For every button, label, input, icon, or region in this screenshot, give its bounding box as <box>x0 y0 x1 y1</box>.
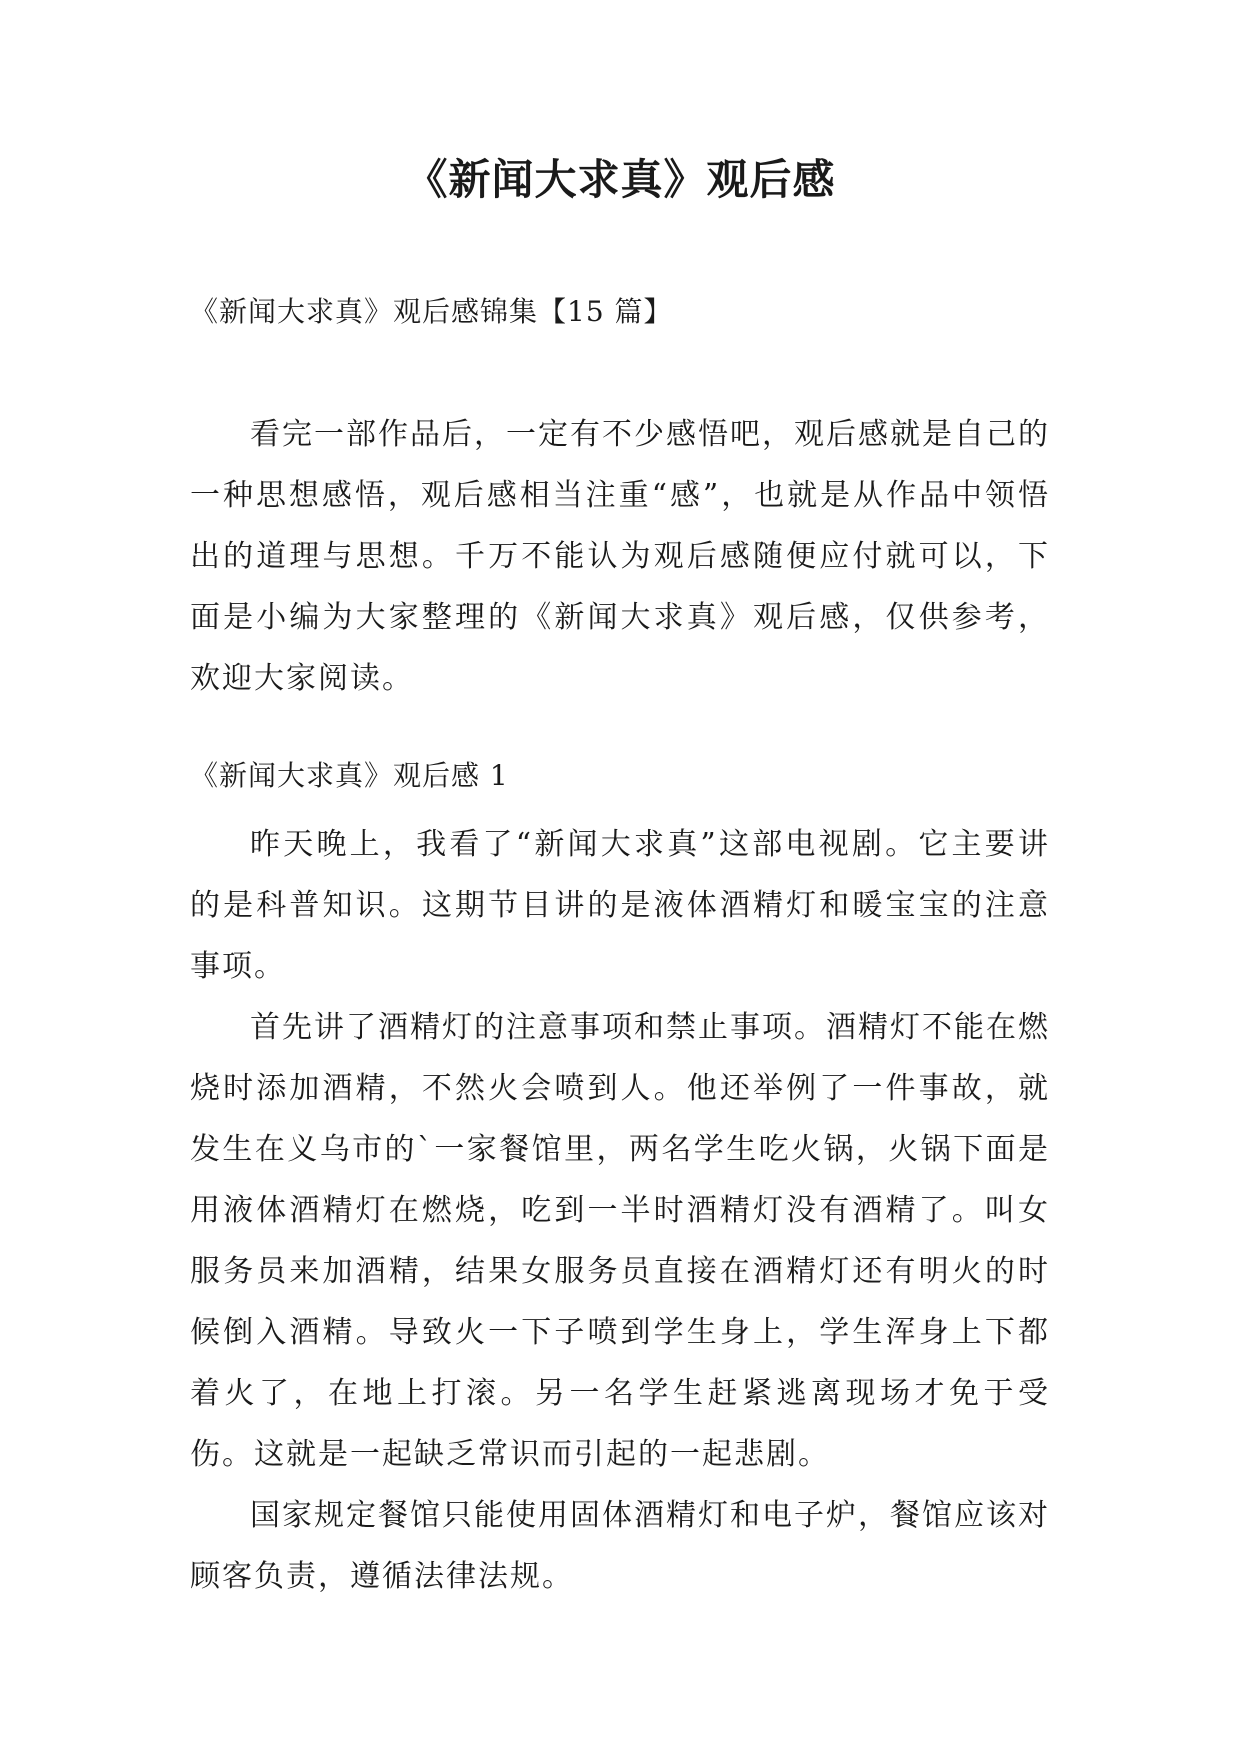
section-heading: 《新闻大求真》观后感 1 <box>190 759 509 792</box>
body-paragraph: 首先讲了酒精灯的注意事项和禁止事项。酒精灯不能在燃烧时添加酒精，不然火会喷到人。他还举例了一件事故，就发生在义乌市的`一家餐馆里，两名学生吃火锅，火锅下面是用液体酒精灯在燃烧，吃到一半时酒精灯没有酒精了。叫女服务员来加酒精，结果女服务员直接在酒精灯还有明火的时候倒入酒精。导致火一下子喷到学生身上，学生浑身上下都着火了，在地上打滚。另一名学生赶紧逃离现场才免于受伤。这就是一起缺乏常识而引起的一起悲剧。 <box>190 1010 1050 1472</box>
intro-paragraph: 看完一部作品后，一定有不少感悟吧，观后感就是自己的一种思想感悟，观后感相当注重“感”，也就是从作品中领悟出的道理与思想。千万不能认为观后感随便应付就可以，下面是小编为大家整理的《新闻大求真》观后感，仅供参考，欢迎大家阅读。 <box>190 417 1050 696</box>
document-title: 《新闻大求真》观后感 <box>405 155 836 204</box>
body-paragraph: 国家规定餐馆只能使用固体酒精灯和电子炉，餐馆应该对顾客负责，遵循法律法规。 <box>190 1498 1050 1594</box>
body-paragraph: 昨天晚上，我看了“新闻大求真”这部电视剧。它主要讲的是科普知识。这期节目讲的是液体酒精灯和暖宝宝的注意事项。 <box>190 827 1050 984</box>
document-subtitle: 《新闻大求真》观后感锦集【15 篇】 <box>190 295 673 328</box>
section-body <box>190 814 1050 1607</box>
